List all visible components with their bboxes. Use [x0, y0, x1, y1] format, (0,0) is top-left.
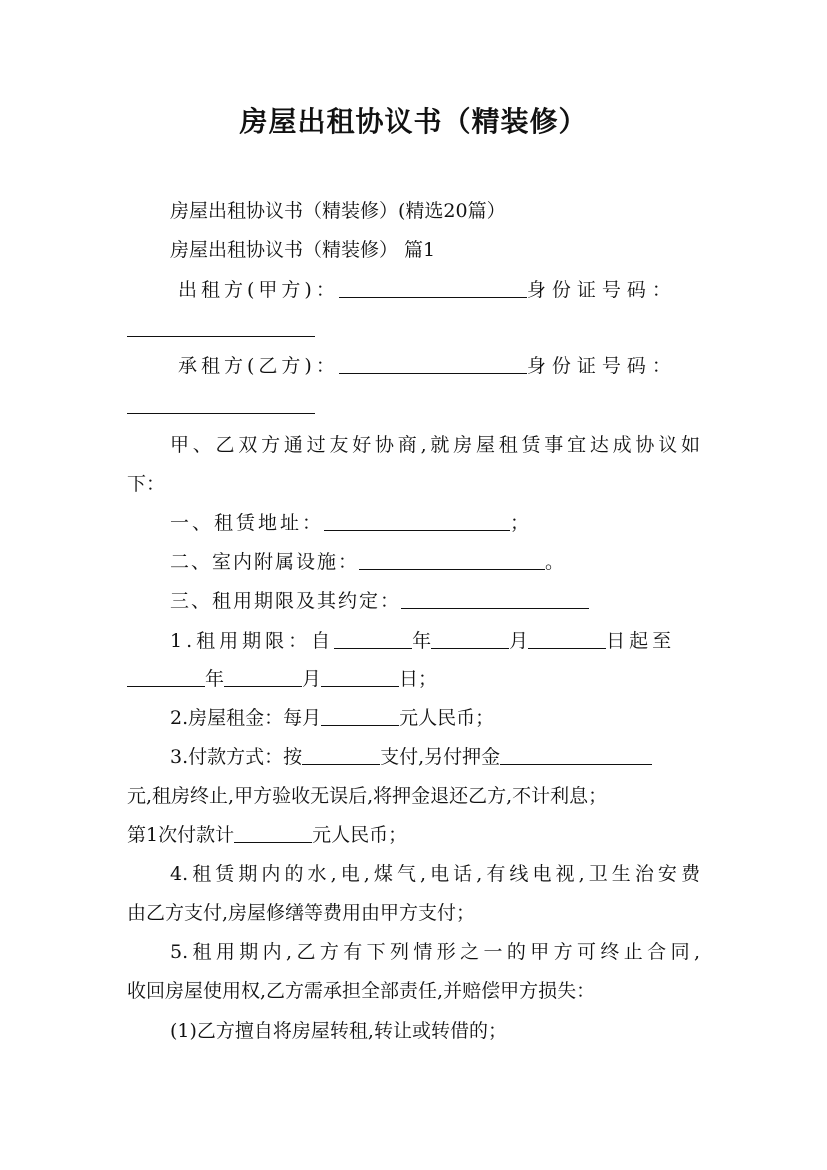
lessor-id-label: 身份证号码： [526, 279, 677, 301]
intro-line-2: 下： [127, 473, 166, 495]
lessor-id-blank[interactable] [127, 316, 315, 337]
facilities-blank[interactable] [359, 549, 545, 570]
payment-method-blank[interactable] [302, 744, 380, 765]
year-label: 年 [412, 630, 432, 652]
first-payment-blank[interactable] [234, 822, 312, 843]
address-label: 一、租赁地址： [170, 512, 325, 534]
lessor-name-blank[interactable] [339, 277, 527, 298]
lessee-id-label: 身份证号码： [526, 355, 677, 377]
day-from-label: 日起至 [606, 630, 676, 652]
terminate-line-2: 收回房屋使用权,乙方需承担全部责任,并赔偿甲方损失： [127, 980, 596, 1002]
terminate-line-1: 5.租用期内,乙方有下列情形之一的甲方可终止合同, [170, 941, 700, 963]
start-year-blank[interactable] [334, 628, 412, 649]
section-heading: 房屋出租协议书（精装修） 篇1 [170, 239, 436, 261]
intro-line-1: 甲、乙双方通过友好协商,就房屋租赁事宜达成协议如 [170, 434, 700, 456]
rent-unit: 元人民币； [399, 707, 495, 729]
term-period-line [170, 626, 675, 656]
rent-amount-blank[interactable] [321, 705, 399, 726]
item-address [170, 508, 529, 538]
document-subtitle: 房屋出租协议书（精装修）(精选20篇） [170, 200, 506, 222]
rent-line [170, 703, 494, 733]
fees-line-2: 由乙方支付,房屋修缮等费用由甲方支付； [127, 902, 476, 924]
lessee-line [178, 351, 677, 381]
document-title: 房屋出租协议书（精装修） [239, 105, 588, 138]
lessee-name-blank[interactable] [339, 353, 527, 374]
first-payment-unit: 元人民币； [312, 824, 408, 846]
lessor-id-line [127, 314, 315, 344]
item-term [170, 586, 589, 616]
term-label: 1.租用期限：自 [170, 630, 335, 652]
lessor-label: 出租方(甲方)： [178, 279, 339, 301]
facilities-label: 二、室内附属设施： [170, 551, 360, 573]
payment-label: 3.付款方式：按 [170, 746, 303, 768]
term-heading-blank[interactable] [401, 588, 589, 609]
lessor-line [178, 275, 677, 305]
term-heading: 三、租用期限及其约定： [170, 590, 402, 612]
address-end: ； [510, 512, 530, 534]
item-facilities [170, 547, 564, 577]
end-month-blank[interactable] [224, 666, 302, 687]
rent-label: 2.房屋租金：每月 [170, 707, 322, 729]
year-label: 年 [205, 668, 225, 690]
facilities-end: 。 [545, 551, 565, 573]
term-end-line [127, 664, 437, 694]
payment-line-2: 元,租房终止,甲方验收无误后,将押金退还乙方,不计利息； [127, 785, 608, 807]
day-end-label: 日； [399, 668, 438, 690]
lessee-label: 承租方(乙方)： [178, 355, 339, 377]
payment-mid: 支付,另付押金 [380, 746, 501, 768]
month-label: 月 [509, 630, 529, 652]
clause-1: (1)乙方擅自将房屋转租,转让或转借的； [170, 1020, 507, 1042]
payment-line [170, 742, 652, 772]
lessee-id-line [127, 391, 315, 421]
end-day-blank[interactable] [321, 666, 399, 687]
start-month-blank[interactable] [431, 628, 509, 649]
end-year-blank[interactable] [127, 666, 205, 687]
fees-line-1: 4.租赁期内的水,电,煤气,电话,有线电视,卫生治安费 [170, 863, 700, 885]
deposit-blank[interactable] [500, 744, 652, 765]
payment-line-3 [127, 820, 407, 850]
lessee-id-blank[interactable] [127, 393, 315, 414]
first-payment-label: 第1次付款计 [127, 824, 235, 846]
start-day-blank[interactable] [528, 628, 606, 649]
month-label: 月 [302, 668, 322, 690]
address-blank[interactable] [324, 510, 510, 531]
